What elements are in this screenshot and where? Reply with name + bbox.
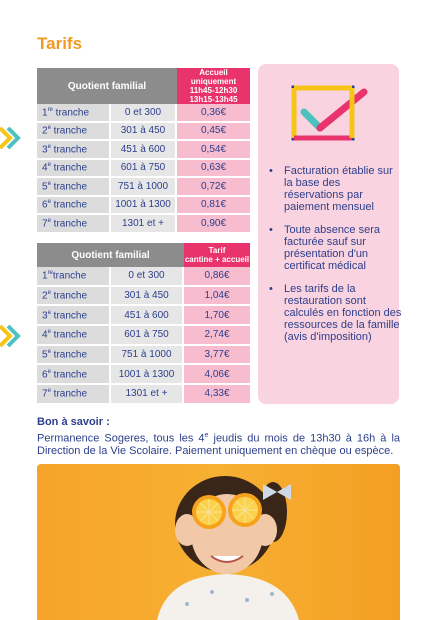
table-row (37, 215, 250, 234)
table-header-quotient: Quotient familial (37, 68, 177, 104)
price-cell: 1,04€ (184, 287, 250, 307)
table-row (37, 104, 250, 123)
table-row (37, 385, 250, 405)
chevron-right-icon (0, 324, 22, 348)
tranche-cell: 7e tranche (37, 385, 111, 405)
table-row (37, 267, 250, 287)
table-row (37, 287, 250, 307)
tranche-cell: 5e tranche (37, 346, 111, 366)
price-cell: 0,45€ (177, 123, 250, 142)
price-cell: 0,72€ (177, 178, 250, 197)
price-cell: 1,70€ (184, 306, 250, 326)
tranche-cell: 3e tranche (37, 141, 111, 160)
list-item: • Facturation établie sur la base des réservations par paiement mensuel (284, 165, 402, 213)
tranche-cell: 1retranche (37, 267, 111, 287)
quotient-range-cell: 301 à 450 (111, 287, 184, 307)
quotient-range-cell: 1001 à 1300 (111, 365, 184, 385)
quotient-range-cell: 0 et 300 (111, 267, 184, 287)
checkbox-icon (290, 84, 370, 144)
tranche-cell: 6e tranche (37, 365, 111, 385)
tranche-cell: 5e tranche (37, 178, 111, 197)
quotient-range-cell: 1001 à 1300 (111, 197, 177, 216)
price-cell: 4,06€ (184, 365, 250, 385)
quotient-range-cell: 0 et 300 (111, 104, 177, 123)
table-row (37, 326, 250, 346)
table-row (37, 123, 250, 142)
table-row (37, 197, 250, 216)
quotient-range-cell: 1301 et + (111, 385, 184, 405)
tranche-cell: 2e tranche (37, 123, 111, 142)
table-header-accueil: Accueil uniquement 11h45-12h30 13h15-13h45 (177, 68, 250, 104)
quotient-range-cell: 301 à 450 (111, 123, 177, 142)
quotient-range-cell: 601 à 750 (111, 326, 184, 346)
table-header-cantine: Tarif cantine + accueil (184, 243, 250, 267)
price-cell: 3,77€ (184, 346, 250, 366)
table-row (37, 306, 250, 326)
price-cell: 2,74€ (184, 326, 250, 346)
price-cell: 4,33€ (184, 385, 250, 405)
table-row (37, 365, 250, 385)
price-cell: 0,86€ (184, 267, 250, 287)
quotient-range-cell: 601 à 750 (111, 160, 177, 179)
quotient-range-cell: 751 à 1000 (111, 178, 177, 197)
table-header-quotient: Quotient familial (37, 243, 184, 267)
tranche-cell: 3e tranche (37, 306, 111, 326)
child-with-oranges-photo (37, 464, 400, 620)
price-cell: 0,36€ (177, 104, 250, 123)
table-row (37, 178, 250, 197)
tranche-cell: 7e tranche (37, 215, 111, 234)
quotient-range-cell: 451 à 600 (111, 306, 184, 326)
tranche-cell: 1re tranche (37, 104, 111, 123)
table-row (37, 141, 250, 160)
price-cell: 0,54€ (177, 141, 250, 160)
quotient-range-cell: 751 à 1000 (111, 346, 184, 366)
price-cell: 0,81€ (177, 197, 250, 216)
quotient-range-cell: 1301 et + (111, 215, 177, 234)
bon-a-savoir-text: Permanence Sogeres, tous les 4e jeudis du mois de 13h30 à 16h à la Direction de la Vie Scolaire. Paiement uniquement en chèque ou espèce. (37, 432, 401, 457)
tarif-table-cantine (37, 243, 250, 405)
info-bullet-list (268, 165, 402, 354)
table-row (37, 346, 250, 366)
quotient-range-cell: 451 à 600 (111, 141, 177, 160)
info-sidebar (258, 64, 402, 404)
tranche-cell: 6e tranche (37, 197, 111, 216)
tarif-table-accueil (37, 68, 250, 234)
bon-a-savoir-title: Bon à savoir : (37, 416, 110, 428)
table-row (37, 160, 250, 179)
tranche-cell: 4e tranche (37, 160, 111, 179)
list-item: • Les tarifs de la restauration sont calculés en fonction des ressources de la famille (avis d'imposition) (284, 283, 402, 343)
tranche-cell: 2e tranche (37, 287, 111, 307)
list-item: • Toute absence sera facturée sauf sur présentation d'un certificat médical (284, 224, 402, 272)
price-cell: 0,90€ (177, 215, 250, 234)
tranche-cell: 4e tranche (37, 326, 111, 346)
price-cell: 0,63€ (177, 160, 250, 179)
page-title: Tarifs (37, 34, 83, 53)
chevron-right-icon (0, 126, 22, 150)
